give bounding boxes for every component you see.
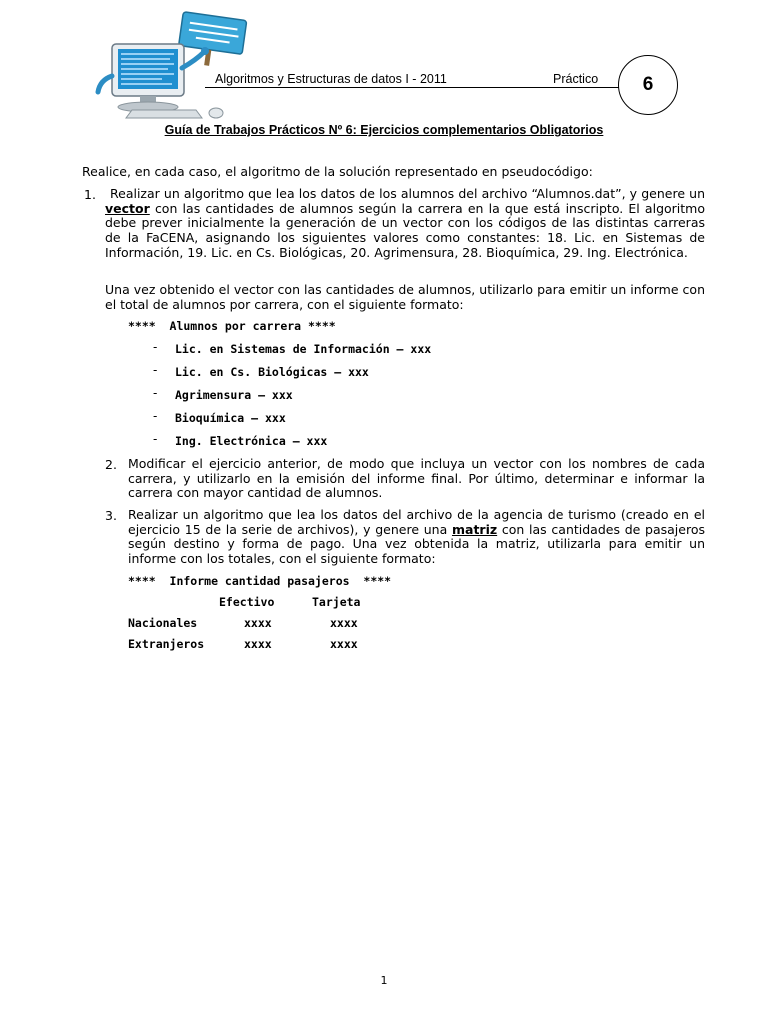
exercise-1-paragraph-2: Una vez obtenido el vector con las cantidades de alumnos, utilizarlo para emitir un informe con el total de alumnos por carrera, con el siguiente formato: — [105, 282, 705, 312]
header-practice-label: Práctico — [553, 72, 599, 86]
intro-instruction: Realice, en cada caso, el algoritmo de la solución representado en pseudocódigo: — [82, 164, 593, 179]
report-2-cell: xxxx — [244, 616, 272, 630]
report-1-bullet: - — [153, 363, 158, 377]
report-1-line: Bioquímica – xxx — [175, 411, 286, 425]
report-2-row-label: Extranjeros — [128, 637, 205, 651]
header-divider — [205, 87, 625, 88]
keyword-vector: vector — [105, 200, 150, 216]
header-course-title: Algoritmos y Estructuras de datos I - 2011 — [215, 72, 447, 86]
exercise-1-number: 1. — [84, 187, 96, 202]
page-number: 1 — [380, 974, 388, 987]
report-2-column-header: Efectivo — [219, 595, 275, 609]
exercise-3-number: 3. — [105, 508, 117, 523]
exercise-1-paragraph-1: Realizar un algoritmo que lea los datos de los alumnos del archivo “Alumnos.dat”, y genere un vector con las cantidades de alumnos según la carrera en la que está inscripto. El algoritmo debe prever inicialmente la generación de un vector con los códigos de las distintas carreras de la FaCENA, asignando los siguientes valores como constantes: 18. Lic. en Sistemas de Información, 19. Lic. en Cs. Biológicas, 20. Agrimensura, 28. Bioquímica, 29. Ing. Electrónica. — [105, 186, 705, 260]
report-1-line: Agrimensura – xxx — [175, 388, 293, 402]
report-1-bullet: - — [153, 340, 158, 354]
report-2-cell: xxxx — [244, 637, 272, 651]
exercise-3-paragraph: Realizar un algoritmo que lea los datos del archivo de la agencia de turismo (creado en el ejercicio 15 de la serie de archivos), y genere una matriz con las cantidades de pasajeros según destino y forma de pago. Una vez obtenida la matriz, utilizarla para emitir un informe con los totales, con el siguiente formato: — [128, 507, 705, 567]
computer-mascot-logo — [92, 10, 252, 120]
report-2-cell: xxxx — [330, 616, 358, 630]
practice-number-badge: 6 — [618, 55, 678, 115]
exercise-2-number: 2. — [105, 457, 117, 472]
exercise-2-paragraph: Modificar el ejercicio anterior, de modo que incluya un vector con los nombres de cada carrera, y utilizarlo en la emisión del informe final. Por último, determinar e informar la carrera con mayor cantidad de alumnos. — [128, 456, 705, 501]
report-2-column-header: Tarjeta — [312, 595, 361, 609]
report-1-line: Lic. en Cs. Biológicas – xxx — [175, 365, 369, 379]
document-title: Guía de Trabajos Prácticos Nº 6: Ejercicios complementarios Obligatorios — [164, 123, 604, 137]
report-1-bullet: - — [153, 386, 158, 400]
report-1-line: Lic. en Sistemas de Información – xxx — [175, 342, 432, 356]
report-2-cell: xxxx — [330, 637, 358, 651]
report-1-bullet: - — [153, 432, 158, 446]
keyword-matriz: matriz — [451, 521, 498, 537]
report-2-title: **** Informe cantidad pasajeros **** — [128, 574, 392, 588]
report-1-title: **** Alumnos por carrera **** — [128, 319, 336, 333]
report-2-row-label: Nacionales — [128, 616, 198, 630]
report-1-bullet: - — [153, 409, 158, 423]
report-1-line: Ing. Electrónica – xxx — [175, 434, 328, 448]
